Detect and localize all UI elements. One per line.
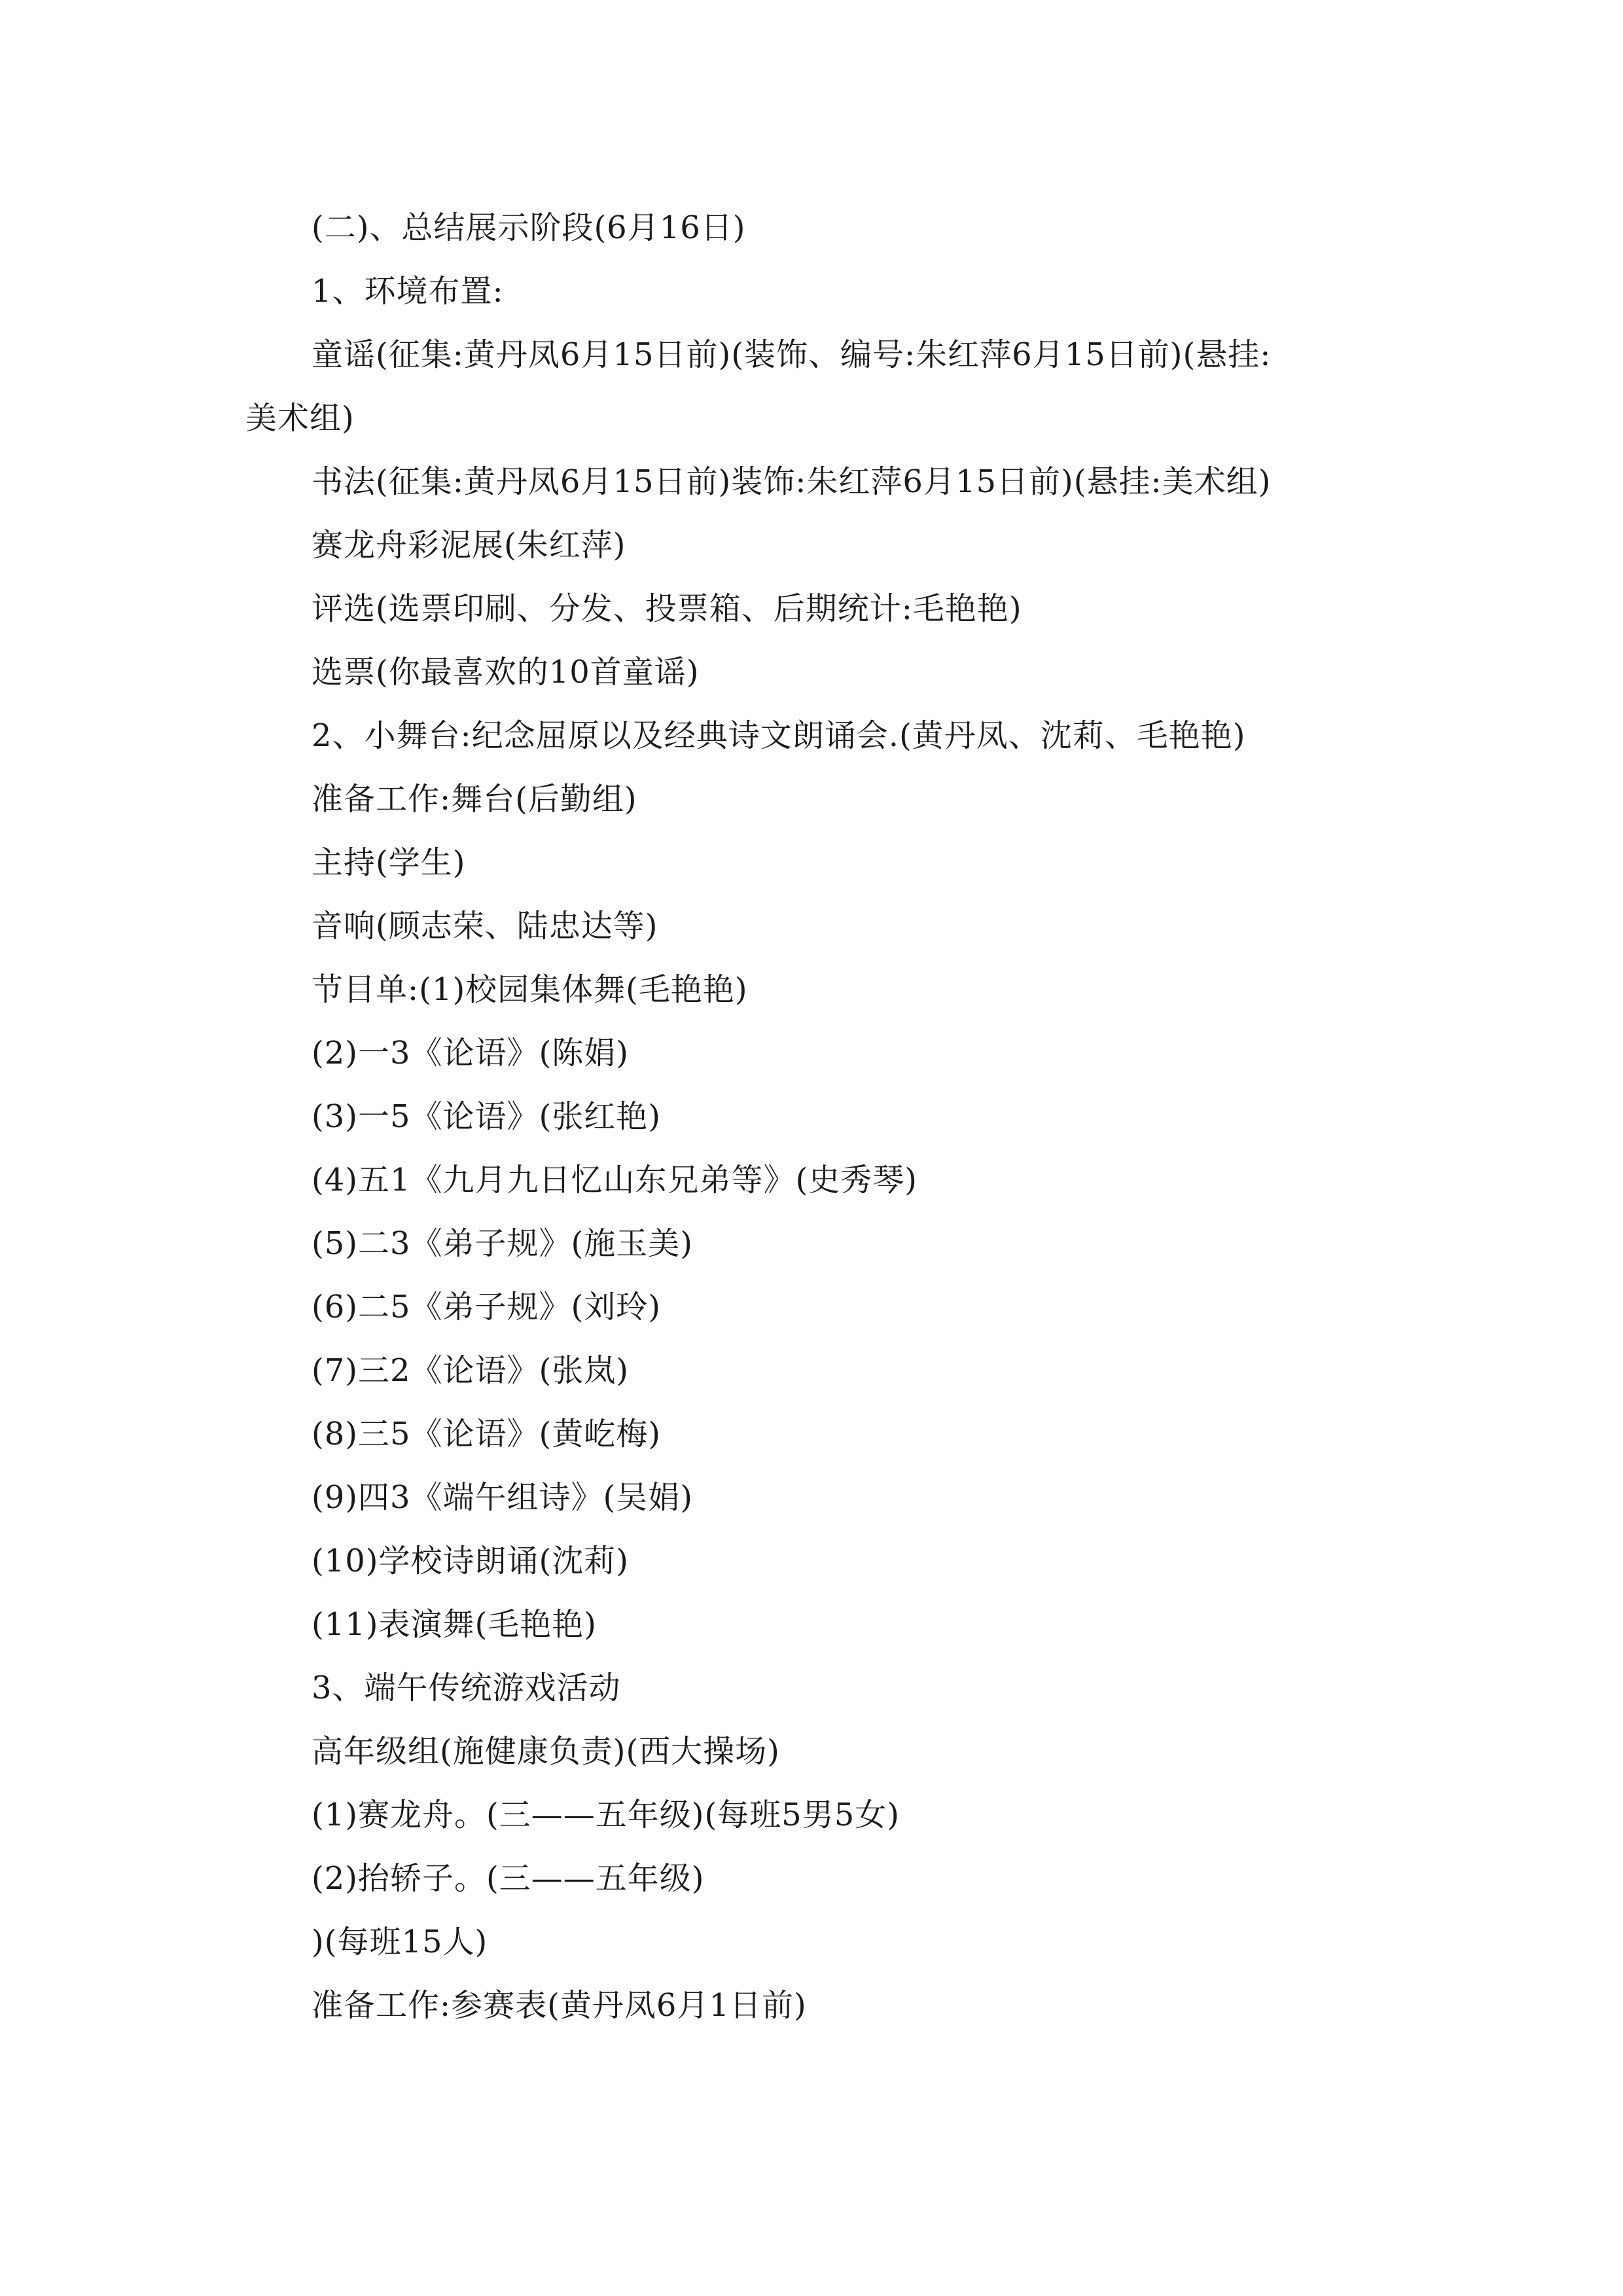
program-item: (10)学校诗朗诵(沈莉)	[312, 1543, 629, 1579]
section-heading: (二)、总结展示阶段(6月16日)	[312, 209, 746, 246]
program-list-title: 节目单:(1)校园集体舞(毛艳艳)	[312, 971, 748, 1008]
item-heading: 3、端午传统游戏活动	[312, 1670, 621, 1706]
paragraph-line: 准备工作:舞台(后勤组)	[312, 781, 637, 817]
program-item: (2)一3《论语》(陈娟)	[312, 1035, 629, 1071]
paragraph-line: 主持(学生)	[312, 844, 466, 881]
paragraph-line: 童谣(征集:黄丹凤6月15日前)(装饰、编号:朱红萍6月15日前)(悬挂:	[312, 336, 1272, 373]
program-item: (4)五1《九月九日忆山东兄弟等》(史秀琴)	[312, 1162, 918, 1198]
paragraph-line: 选票(你最喜欢的10首童谣)	[312, 654, 700, 691]
item-heading: 1、环境布置:	[312, 273, 504, 310]
program-item: (8)三5《论语》(黄屹梅)	[312, 1416, 661, 1452]
paragraph-line: )(每班15人)	[312, 1924, 488, 1960]
program-item: (3)一5《论语》(张红艳)	[312, 1098, 661, 1135]
paragraph-line: 赛龙舟彩泥展(朱红萍)	[312, 527, 626, 564]
game-item: (1)赛龙舟。(三——五年级)(每班5男5女)	[312, 1797, 900, 1833]
paragraph-line: 高年级组(施健康负责)(西大操场)	[312, 1733, 780, 1770]
program-item: (6)二5《弟子规》(刘玲)	[312, 1289, 661, 1325]
program-item: (5)二3《弟子规》(施玉美)	[312, 1225, 693, 1262]
paragraph-line: 音响(顾志荣、陆忠达等)	[312, 908, 658, 944]
paragraph-line: 准备工作:参赛表(黄丹凤6月1日前)	[312, 1987, 807, 2024]
game-item: (2)抬轿子。(三——五年级)	[312, 1860, 705, 1897]
program-item: (9)四3《端午组诗》(吴娟)	[312, 1479, 693, 1516]
paragraph-line: 书法(征集:黄丹凤6月15日前)装饰:朱红萍6月15日前)(悬挂:美术组)	[312, 463, 1272, 500]
paragraph-line-wrap: 美术组)	[245, 400, 355, 437]
program-item: (11)表演舞(毛艳艳)	[312, 1606, 597, 1643]
program-item: (7)三2《论语》(张岚)	[312, 1352, 629, 1389]
item-heading: 2、小舞台:纪念屈原以及经典诗文朗诵会.(黄丹凤、沈莉、毛艳艳)	[312, 717, 1246, 754]
paragraph-line: 评选(选票印刷、分发、投票箱、后期统计:毛艳艳)	[312, 590, 1022, 627]
